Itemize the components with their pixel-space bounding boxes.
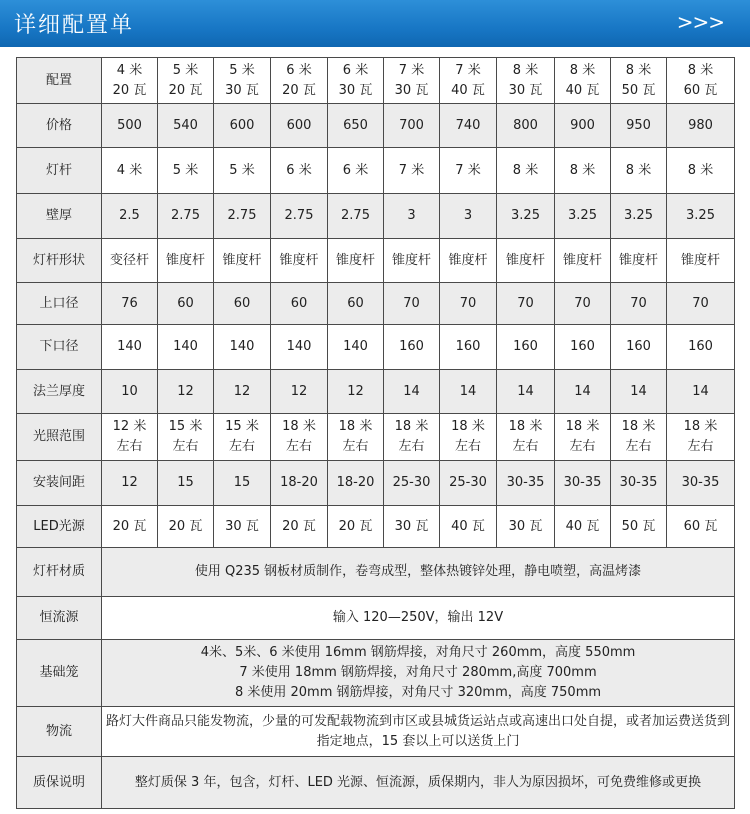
table-cell: 740 xyxy=(440,104,497,148)
cell-line: 18 米 xyxy=(565,419,600,434)
cell-line: 12 米 xyxy=(112,419,147,434)
text-line: 7 米使用 18mm 钢筋焊接，对角尺寸 280mm,高度 700mm xyxy=(239,665,597,680)
cell-line: 左右 xyxy=(342,439,369,454)
table-row xyxy=(17,597,735,640)
row-label-range: 光照范围 xyxy=(17,414,102,461)
table-cell: 7 米 xyxy=(384,148,440,194)
table-cell: 4 米 xyxy=(102,148,158,194)
cell-line: 左右 xyxy=(625,439,652,454)
cell-line: 18 米 xyxy=(683,419,718,434)
cell-line: 18 米 xyxy=(508,419,543,434)
table-cell: 70 xyxy=(555,283,611,325)
row-text-logistics xyxy=(102,707,735,757)
row-label-led: LED光源 xyxy=(17,506,102,548)
row-label-flange: 法兰厚度 xyxy=(17,370,102,414)
table-cell: 3 xyxy=(384,194,440,239)
table-cell: 12 xyxy=(271,370,328,414)
table-row xyxy=(17,239,735,283)
table-cell: 40 瓦 xyxy=(555,506,611,548)
table-cell: 15 xyxy=(214,461,271,506)
cell-line: 左右 xyxy=(285,439,312,454)
table-cell: 160 xyxy=(384,325,440,370)
table-cell: 14 xyxy=(440,370,497,414)
row-label-wall: 壁厚 xyxy=(17,194,102,239)
table-row xyxy=(17,283,735,325)
table-cell: 950 xyxy=(611,104,667,148)
cell-line: 7 米 xyxy=(398,62,425,78)
table-cell: 160 xyxy=(440,325,497,370)
cell-line: 30 瓦 xyxy=(394,82,429,98)
table-cell: 70 xyxy=(440,283,497,325)
row-label-shape: 灯杆形状 xyxy=(17,239,102,283)
table-cell: 6 米 xyxy=(328,148,384,194)
table-cell: 70 xyxy=(497,283,555,325)
table-cell xyxy=(440,414,497,461)
cell-line: 4 米 xyxy=(116,62,143,78)
arrows-icon: >>> xyxy=(676,10,724,34)
table-cell: 锥度杆 xyxy=(214,239,271,283)
table-cell: 30-35 xyxy=(555,461,611,506)
table-cell: 6 米 xyxy=(271,148,328,194)
table-row xyxy=(17,194,735,239)
table-cell xyxy=(555,58,611,104)
table-cell: 8 米 xyxy=(667,148,735,194)
table-row xyxy=(17,148,735,194)
table-cell: 540 xyxy=(158,104,214,148)
table-cell: 800 xyxy=(497,104,555,148)
table-cell: 锥度杆 xyxy=(158,239,214,283)
table-cell: 600 xyxy=(214,104,271,148)
table-row xyxy=(17,104,735,148)
table-cell: 锥度杆 xyxy=(440,239,497,283)
table-cell: 14 xyxy=(555,370,611,414)
table-row xyxy=(17,548,735,597)
table-cell: 40 瓦 xyxy=(440,506,497,548)
table-cell: 3.25 xyxy=(611,194,667,239)
text-line: 路灯大件商品只能发物流，少量的可发配载物流到市区或县城货运站点或高速出口处自提，或者加运费送货到 xyxy=(105,713,730,729)
table-cell: 160 xyxy=(555,325,611,370)
cell-line: 5 米 xyxy=(229,62,255,78)
table-row xyxy=(17,707,735,757)
table-cell: 140 xyxy=(214,325,271,370)
cell-line: 20 瓦 xyxy=(282,82,316,98)
table-cell: 60 xyxy=(328,283,384,325)
cell-line: 30 瓦 xyxy=(338,82,373,98)
cell-line: 左右 xyxy=(569,439,596,454)
cell-line: 7 米 xyxy=(455,62,481,78)
cell-line: 18 米 xyxy=(338,419,373,434)
table-row xyxy=(17,640,735,707)
table-cell: 10 xyxy=(102,370,158,414)
cell-line: 15 米 xyxy=(168,419,203,434)
table-cell: 30-35 xyxy=(611,461,667,506)
cell-line: 8 米 xyxy=(625,62,652,78)
cell-line: 18 米 xyxy=(621,419,656,434)
row-label-pole: 灯杆 xyxy=(17,148,102,194)
table-cell: 60 瓦 xyxy=(667,506,735,548)
table-cell xyxy=(497,414,555,461)
table-cell: 锥度杆 xyxy=(611,239,667,283)
table-row xyxy=(17,757,735,809)
cell-line: 20 瓦 xyxy=(168,82,203,98)
table-row xyxy=(17,58,735,104)
table-cell: 30 瓦 xyxy=(214,506,271,548)
table-cell: 140 xyxy=(328,325,384,370)
table-cell: 18-20 xyxy=(271,461,328,506)
table-cell: 8 米 xyxy=(555,148,611,194)
table-cell: 30 瓦 xyxy=(497,506,555,548)
table-cell: 14 xyxy=(384,370,440,414)
table-cell: 160 xyxy=(667,325,735,370)
table-cell: 160 xyxy=(611,325,667,370)
table-cell: 15 xyxy=(158,461,214,506)
table-row xyxy=(17,325,735,370)
table-cell: 2.75 xyxy=(214,194,271,239)
table-cell: 14 xyxy=(611,370,667,414)
table-cell: 12 xyxy=(102,461,158,506)
cell-line: 8 米 xyxy=(512,62,539,78)
cell-line: 60 瓦 xyxy=(683,82,718,98)
table-cell: 锥度杆 xyxy=(384,239,440,283)
table-cell: 980 xyxy=(667,104,735,148)
cell-line: 15 米 xyxy=(225,419,259,434)
table-cell: 30 瓦 xyxy=(384,506,440,548)
table-cell: 锥度杆 xyxy=(328,239,384,283)
row-label-driver: 恒流源 xyxy=(17,597,102,640)
row-label-base: 基础笼 xyxy=(17,640,102,707)
table-cell: 140 xyxy=(158,325,214,370)
cell-line: 18 米 xyxy=(394,419,429,434)
cell-line: 40 瓦 xyxy=(565,82,600,98)
table-cell: 锥度杆 xyxy=(271,239,328,283)
table-cell: 30-35 xyxy=(497,461,555,506)
table-cell: 60 xyxy=(214,283,271,325)
table-cell xyxy=(158,58,214,104)
table-cell: 500 xyxy=(102,104,158,148)
table-cell: 30-35 xyxy=(667,461,735,506)
table-cell xyxy=(497,58,555,104)
table-cell: 14 xyxy=(667,370,735,414)
table-cell: 8 米 xyxy=(611,148,667,194)
table-cell: 70 xyxy=(667,283,735,325)
table-cell xyxy=(271,414,328,461)
table-cell xyxy=(667,414,735,461)
table-cell: 3 xyxy=(440,194,497,239)
table-cell: 140 xyxy=(271,325,328,370)
cell-line: 8 米 xyxy=(687,62,714,78)
table-cell: 5 米 xyxy=(158,148,214,194)
table-cell: 60 xyxy=(158,283,214,325)
row-label-bottom-dia: 下口径 xyxy=(17,325,102,370)
table-cell xyxy=(667,58,735,104)
page-header xyxy=(0,0,750,47)
row-label-price: 价格 xyxy=(17,104,102,148)
table-cell: 14 xyxy=(497,370,555,414)
table-cell: 700 xyxy=(384,104,440,148)
cell-line: 8 米 xyxy=(569,62,596,78)
table-cell: 160 xyxy=(497,325,555,370)
table-cell: 3.25 xyxy=(555,194,611,239)
table-cell: 12 xyxy=(158,370,214,414)
table-cell: 50 瓦 xyxy=(611,506,667,548)
table-cell: 变径杆 xyxy=(102,239,158,283)
table-cell xyxy=(102,414,158,461)
table-cell xyxy=(440,58,497,104)
table-cell: 70 xyxy=(384,283,440,325)
cell-line: 左右 xyxy=(228,439,255,454)
text-line: 4米、5米、6 米使用 16mm 钢筋焊接，对角尺寸 260mm，高度 550mm xyxy=(200,645,636,660)
cell-line: 30 瓦 xyxy=(508,82,543,98)
cell-line: 20 瓦 xyxy=(112,82,147,98)
row-label-spacing: 安装间距 xyxy=(17,461,102,506)
cell-line: 6 米 xyxy=(342,62,369,78)
table-cell: 650 xyxy=(328,104,384,148)
cell-line: 5 米 xyxy=(172,62,199,78)
row-text-material: 使用 Q235 钢板材质制作，卷弯成型，整体热镀锌处理，静电喷塑，高温烤漆 xyxy=(102,548,735,597)
cell-line: 左右 xyxy=(398,439,425,454)
row-text-warranty: 整灯质保 3 年，包含，灯杆、LED 光源、恒流源，质保期内，非人为原因损坏，可免费维修或更换 xyxy=(102,757,735,809)
text-line: 8 米使用 20mm 钢筋焊接，对角尺寸 320mm，高度 750mm xyxy=(234,685,602,700)
table-cell xyxy=(214,414,271,461)
table-cell: 锥度杆 xyxy=(667,239,735,283)
cell-line: 40 瓦 xyxy=(451,82,485,98)
table-cell: 900 xyxy=(555,104,611,148)
cell-line: 50 瓦 xyxy=(621,82,656,98)
cell-line: 18 米 xyxy=(451,419,485,434)
table-cell: 140 xyxy=(102,325,158,370)
table-cell: 12 xyxy=(328,370,384,414)
row-text-driver: 输入 120—250V，输出 12V xyxy=(102,597,735,640)
cell-line: 6 米 xyxy=(286,62,312,78)
table-cell xyxy=(384,58,440,104)
table-cell: 12 xyxy=(214,370,271,414)
page-title: 详细配置单 xyxy=(14,13,135,38)
table-cell: 3.25 xyxy=(667,194,735,239)
table-cell: 锥度杆 xyxy=(497,239,555,283)
table-cell: 8 米 xyxy=(497,148,555,194)
table-cell xyxy=(102,58,158,104)
table-row xyxy=(17,461,735,506)
table-cell: 3.25 xyxy=(497,194,555,239)
row-text-base xyxy=(102,640,735,707)
row-label-material: 灯杆材质 xyxy=(17,548,102,597)
cell-line: 左右 xyxy=(172,439,199,454)
table-cell xyxy=(611,414,667,461)
row-label-config: 配置 xyxy=(17,58,102,104)
table-cell xyxy=(555,414,611,461)
row-label-logistics: 物流 xyxy=(17,707,102,757)
table-cell xyxy=(384,414,440,461)
table-cell: 76 xyxy=(102,283,158,325)
table-cell xyxy=(271,58,328,104)
table-cell: 7 米 xyxy=(440,148,497,194)
table-cell: 25-30 xyxy=(440,461,497,506)
spec-table xyxy=(16,57,735,809)
table-cell: 2.75 xyxy=(328,194,384,239)
table-cell: 2.75 xyxy=(271,194,328,239)
table-cell xyxy=(611,58,667,104)
table-cell: 18-20 xyxy=(328,461,384,506)
table-cell: 600 xyxy=(271,104,328,148)
row-label-top-dia: 上口径 xyxy=(17,283,102,325)
cell-line: 左右 xyxy=(687,439,714,454)
row-label-warranty: 质保说明 xyxy=(17,757,102,809)
table-cell: 锥度杆 xyxy=(555,239,611,283)
table-cell: 5 米 xyxy=(214,148,271,194)
table-row xyxy=(17,370,735,414)
table-cell: 20 瓦 xyxy=(158,506,214,548)
table-cell: 60 xyxy=(271,283,328,325)
cell-line: 左右 xyxy=(116,439,143,454)
cell-line: 左右 xyxy=(512,439,539,454)
table-cell xyxy=(158,414,214,461)
table-cell: 25-30 xyxy=(384,461,440,506)
cell-line: 18 米 xyxy=(282,419,316,434)
text-line: 指定地点，15 套以上可以送货上门 xyxy=(316,733,520,749)
table-row xyxy=(17,414,735,461)
table-cell xyxy=(328,414,384,461)
table-cell xyxy=(328,58,384,104)
table-row xyxy=(17,506,735,548)
table-cell: 70 xyxy=(611,283,667,325)
table-cell xyxy=(214,58,271,104)
cell-line: 左右 xyxy=(454,439,481,454)
cell-line: 30 瓦 xyxy=(225,82,259,98)
table-cell: 2.75 xyxy=(158,194,214,239)
table-cell: 20 瓦 xyxy=(271,506,328,548)
table-cell: 2.5 xyxy=(102,194,158,239)
table-cell: 20 瓦 xyxy=(102,506,158,548)
table-cell: 20 瓦 xyxy=(328,506,384,548)
